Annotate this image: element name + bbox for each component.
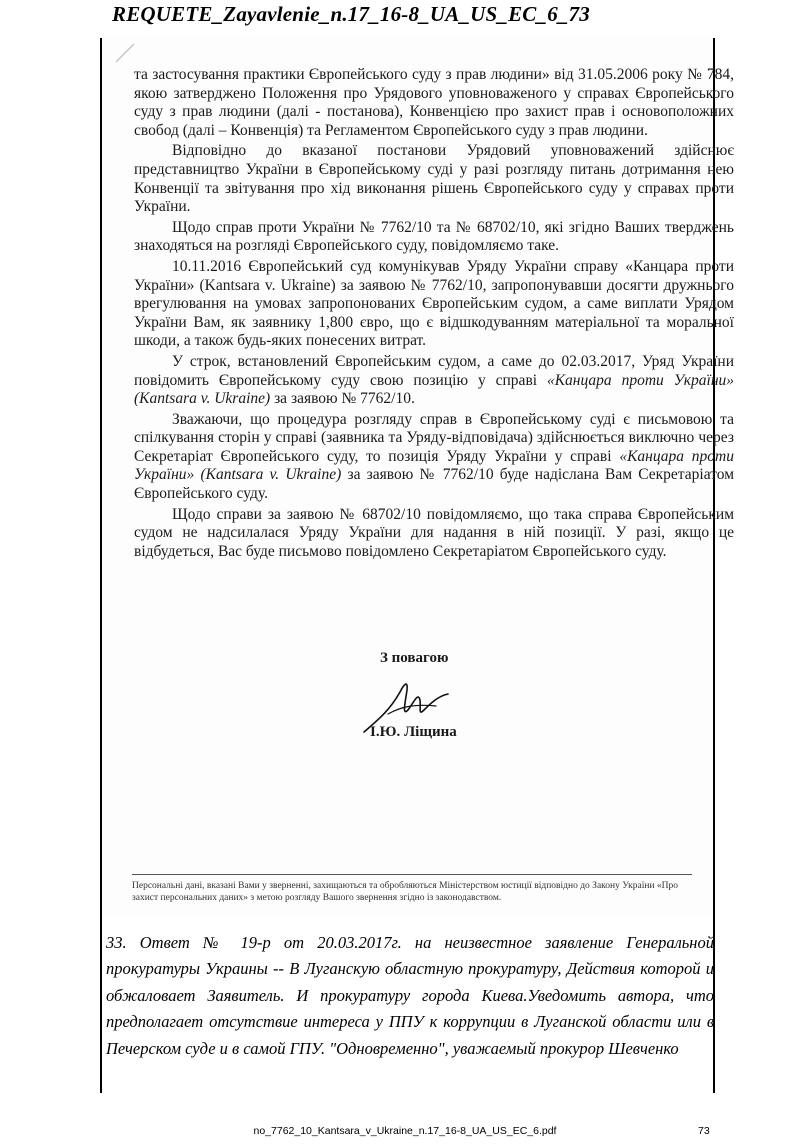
- annotation-comment: 33. Ответ № 19-р от 20.03.2017г. на неизвестное заявление Генеральной прокуратуры Украины -- В Луганскую областную прокуратуру, Действия которой и обжаловает Заявитель. И прокуратуру города Киева.Уведомить автора, что предполагает отсутствие интереса у ППУ к коррупции в Луганской области или в Печерском суде и в самой ГПУ. "Одновременно", уважаемый прокурор Шевченко: [106, 933, 714, 1058]
- letter-footnote: Персональні дані, вказані Вами у зверненні, захищаються та обробляються Міністерством юстиції відповідно до Закону України «Про захист персональних даних» з метою розгляду Вашого звернення згідно із законодавством.: [132, 881, 679, 903]
- letter-paragraph: [134, 353, 734, 409]
- letter-paragraph-text: У строк, встановлений Європейським судом, а саме до 02.03.2017, Уряд України повідомить Європейському суду свою позицію у справі: [134, 352, 734, 389]
- letter-paragraph-tail: за заявою № 7762/10 буде надіслана Вам Секретаріатом Європейського суду.: [134, 466, 735, 503]
- letter-paragraph: та застосування практики Європейського суду з прав людини» від 31.05.2006 року № 784, якою затверджено Положення про Урядового уповноваженого у справах Європейського суду з прав людини (далі - постанова), Конвенцією про захист прав і основоположних свобод (далі – Конвенція) та Регламентом Європейського суду з прав людини.: [134, 66, 734, 139]
- footnote-divider: [132, 874, 692, 875]
- letter-paragraph: Відповідно до вказаної постанови Урядовий уповноважений здійснює представництво України в Європейському суді у разі розгляду питань дотримання нею Конвенції та звітування про хід виконання рішень Європейського суду у справах проти України.: [134, 142, 734, 216]
- letter-body: [134, 66, 734, 563]
- footer-filename: no_7762_10_Kantsara_v_Ukraine_n.17_16-8_UA_US_EC_6.pdf: [253, 1125, 557, 1137]
- letter-paragraph-text: Зважаючи, що процедура розгляду справ в Європейському суді є письмовою та спілкування сторін у справі (заявника та Уряду-відповідача) здійснюється виключно через Секретаріат Європейського суду, то позиція Уряду України у справі: [134, 410, 734, 465]
- case-name: «Канцара проти України» (Kantsara v. Ukraine): [134, 371, 735, 408]
- letter-paragraph: Щодо справи за заявою № 68702/10 повідомляємо, що така справа Європейським судом не надсилалася Уряду України для надання в ній позиції. У разі, якщо це відбудеться, Вас буде письмово повідомлено Секретаріатом Європейського суду.: [134, 505, 734, 560]
- letter-closing: З повагою: [380, 650, 449, 666]
- case-name: «Канцара проти України» (Kantsara v. Ukraine): [134, 447, 734, 484]
- letter-paragraph: Щодо справ проти України № 7762/10 та № 68702/10, які згідно Ваших тверджень знаходяться на розгляді Європейського суду, повідомляємо таке.: [134, 218, 734, 255]
- letter-signer: І.Ю. Ліщина: [370, 724, 457, 740]
- document-header-title: REQUETE_Zayavlenie_n.17_16-8_UA_US_EC_6_73: [112, 2, 590, 26]
- letter-paragraph-tail: за заявою № 7762/10.: [274, 390, 415, 408]
- letter-paragraph: [134, 411, 734, 504]
- pen-stroke-mark-icon: [114, 42, 136, 64]
- letter-paragraph: 10.11.2016 Європейський суд комунікував Уряду України справу «Канцара проти України» (Kantsara v. Ukraine) за заявою № 7762/10, запропонувавши досягти дружнього врегулювання на умовах запропонованих Європейським судом, а саме виплати Урядом України Вам, як заявнику 1,800 євро, що є відшкодуванням матеріальної та моральної шкоди, а також будь-яких понесених витрат.: [134, 257, 734, 350]
- scanned-letter: [102, 38, 735, 918]
- footer-page-number: 73: [698, 1125, 710, 1137]
